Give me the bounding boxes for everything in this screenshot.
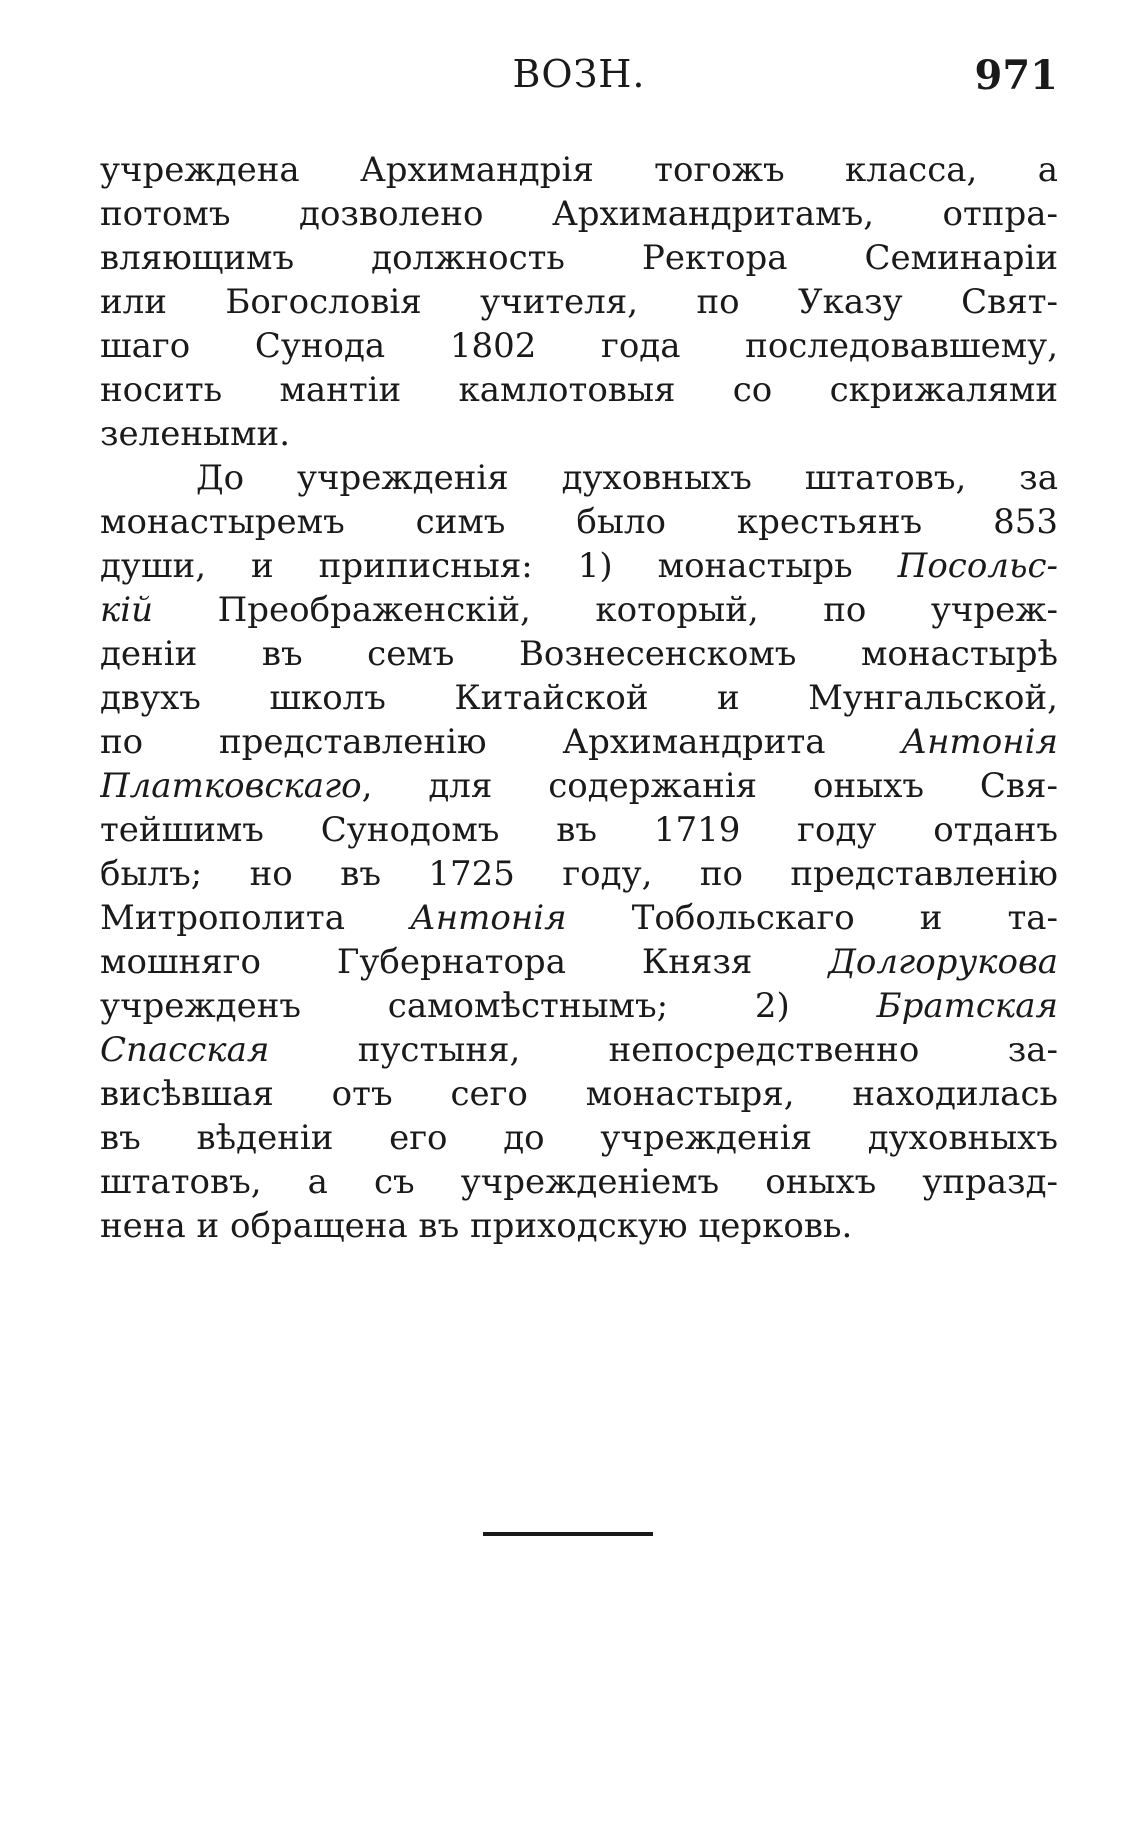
text-line: двухъ школъ Китайской и Мунгальской,: [100, 678, 1058, 718]
text-line: тейшимъ Сунодомъ въ 1719 году отданъ: [100, 810, 1058, 850]
italic-name: кій: [100, 590, 154, 630]
italic-name: Братская: [876, 986, 1058, 1026]
text-line: [100, 940, 1058, 984]
text-line: вляющимъ должность Ректора Семинаріи: [100, 238, 1058, 278]
text-line: потомъ дозволено Архимандритамъ, отпра-: [100, 194, 1058, 234]
page-number: 971: [974, 52, 1058, 99]
text-line: [100, 544, 1058, 588]
running-title: ВОЗН.: [512, 52, 646, 96]
text-line: штатовъ, а съ учрежденіемъ оныхъ упразд-: [100, 1162, 1058, 1202]
text-span: учрежденъ самомѣстнымъ; 2): [100, 986, 790, 1026]
text-span: Преображенскій, который, по учреж-: [217, 590, 1058, 630]
text-span: мошняго Губернатора Князя: [100, 942, 753, 982]
text-line: или Богословія учителя, по Указу Свят-: [100, 282, 1058, 322]
text-span: Тобольскаго и та-: [631, 898, 1058, 938]
text-line: монастыремъ симъ было крестьянъ 853: [100, 502, 1058, 542]
text-line: [100, 588, 1058, 632]
text-line: висѣвшая отъ сего монастыря, находилась: [100, 1074, 1058, 1114]
running-head: [100, 52, 1058, 102]
text-line: [100, 1028, 1058, 1072]
text-line: носить мантіи камлотовыя со скрижалями: [100, 370, 1058, 410]
italic-name: Платковскаго: [100, 766, 362, 806]
text-span: по представленію Архимандрита: [100, 722, 826, 762]
text-span: пустыня, непосредственно за-: [357, 1030, 1058, 1070]
end-rule: [483, 1532, 653, 1536]
text-line: [100, 720, 1058, 764]
text-line: [100, 896, 1058, 940]
italic-name: Долгорукова: [828, 942, 1058, 982]
text-span: , для содержанія оныхъ Свя-: [361, 766, 1058, 806]
text-line: шаго Сунода 1802 года последовавшему,: [100, 326, 1058, 366]
italic-name: Посольс-: [897, 546, 1058, 586]
text-line: учреждена Архимандрія тогожъ класса, а: [100, 150, 1058, 190]
italic-name: Антонія: [410, 898, 567, 938]
text-span: души, и приписныя: 1) монастырь: [100, 546, 853, 586]
text-line: [100, 764, 1058, 808]
body-text: [100, 148, 1058, 1248]
text-line: До учрежденія духовныхъ штатовъ, за: [196, 458, 1058, 498]
text-line: въ вѣденіи его до учрежденія духовныхъ: [100, 1118, 1058, 1158]
italic-name: Спасская: [100, 1030, 270, 1070]
text-line: зелеными.: [100, 414, 291, 454]
text-line: нена и обращена въ приходскую церковь.: [100, 1206, 853, 1246]
italic-name: Антонія: [901, 722, 1058, 762]
text-span: Митрополита: [100, 898, 345, 938]
text-line: [100, 984, 1058, 1028]
text-line: былъ; но въ 1725 году, по представленію: [100, 854, 1058, 894]
text-line: деніи въ семъ Вознесенскомъ монастырѣ: [100, 634, 1058, 674]
